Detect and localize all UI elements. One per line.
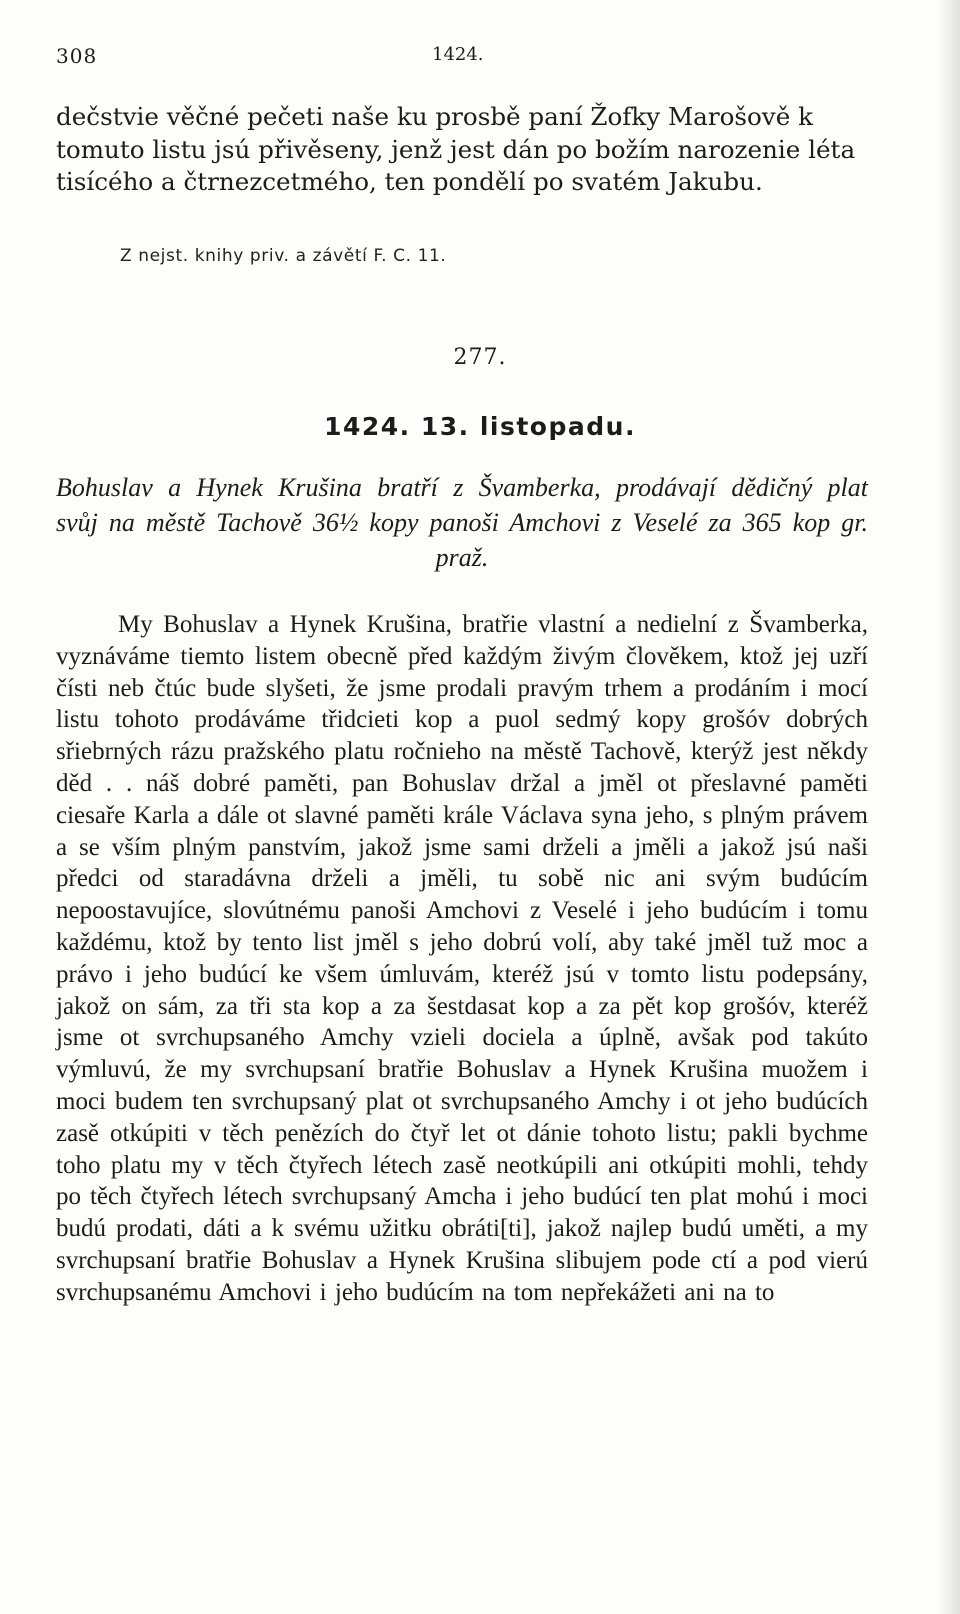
document-regest: Bohuslav a Hynek Krušina bratří z Švamberka, prodávají dědičný plat svůj na městě Tachově 36½ kopy panoši Amchovi z Veselé za 365 kop gr. praž. [56,473,868,572]
continuation-line: dečstvie věčné pečeti naše ku prosbě paní Žofky Marošově k [56,102,813,131]
running-head-year: 1424. [432,44,484,65]
source-note: Z nejst. knihy priv. a závětí F. C. 11. [120,246,447,266]
page-edge-shadow [938,0,960,1614]
document-number: 277. [453,345,507,370]
page-number: 308 [56,44,98,68]
document-date: 1424. 13. listopadu. [324,412,636,441]
page-header [56,44,866,74]
document-body: My Bohuslav a Hynek Krušina, bratřie vlastní a nedielní z Švamberka, vyznáváme tiemto listem obecně před každým živým člověkem, ktož jej uzří čísti neb čtúc bude slyšeti, že jsme prodali pravým trhem a prodáním i mocí listu tohoto prodáváme třidcieti kop a puol sedmý kopy grošóv dobrých sřiebrných rázu pražského platu ročnieho na městě Tachově, kterýž jest někdy děd . . náš dobré paměti, pan Bohuslav držal a jměl ot přeslavné paměti ciesaře Karla a dále ot slavné paměti krále Václava syna jeho, s plným právem a se vším plným panstvím, jakož jsme sami drželi a jměli a jakož jsú naši předci od staradávna drželi a jměli, tu sobě nic ani svým budúcím nepoostavujíce, slovútnému panoši Amchovi z Veselé i jeho budúcím i tomu každému, ktož by tento list jměl s jeho dobrú volí, aby také jměl tuž moc a právo i jeho budúcí ke všem úmluvám, kteréž jsú v tomto listu podepsány, jakož on sám, za tři sta kop a za šestdasat kop a za pět kop grošóv, kteréž jsme ot svrchupsaného Amchy vzieli dociela a úplně, avšak pod takúto výmluvú, že my svrchupsaní bratřie Bohuslav a Hynek Krušina muožem i moci budem ten svrchupsaný plat ot svrchupsaného Amchy i ot jeho budúcích zasě otkúpiti v těch penězích do čtyř let ot dánie tohoto listu; pakli bychme toho platu my v těch čtyřech létech zasě neotkúpili ani otkúpiti mohli, tehdy po těch čtyřech létech svrchupsaný Amcha i jeho budúcí ten plat mohú i moci budú prodati, dáti a k svému užitku obráti[ti], jakož najlep budú uměti, a my svrchupsaní bratřie Bohuslav a Hynek Krušina slibujem pode ctí a pod vierú svrchupsanému Amchovi i jeho budúcím na tom nepřekážeti ani na to [56,611,868,1306]
continuation-line: tisícého a čtrnezcetmého, ten pondělí po svatém Jakubu. [56,167,763,196]
continuation-line: tomuto listu jsú přivěseny, jenž jest dán po božím narozenie léta [56,134,856,164]
continuation-paragraph [56,101,864,199]
